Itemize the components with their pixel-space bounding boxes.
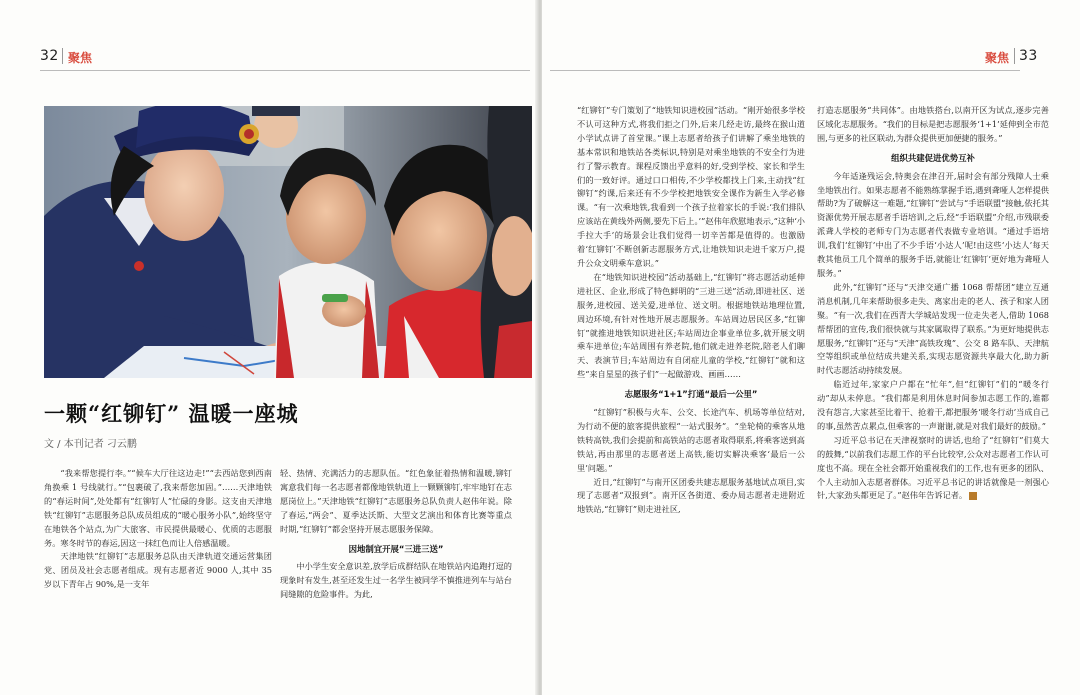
subheading: 因地制宜开展“三进三送” — [348, 543, 444, 554]
paragraph: 打造志愿服务“共同体”。由地铁搭台,以南开区为试点,逐步完善区域化志愿服务。“我们的目标是把志愿服务‘1+1’延伸到全市范围,与更多的社区联动,为群众提供更加便捷的服务。” — [817, 105, 1049, 143]
end-mark-icon — [969, 492, 977, 500]
right-page — [542, 0, 1080, 695]
paragraph: 今年适逢残运会,特奥会在津召开,届时会有部分残障人士乘坐地铁出行。如果志愿者不能熟练掌握手语,遇到聋哑人怎样提供帮助?为了破解这一难题,“红铆钉”尝试与“手语联盟”接触,依托其资源优势开展志愿者手语培训,之后,经“手语联盟”介绍,市残联委派聋人学校的老师专门为志愿者代表做专业培训。“通过手语培训,我们‘红铆钉’中出了不少手语‘小达人’呢!由这些‘小达人’每天教其他员工几个简单的服务手语,就能让‘红铆钉’更好地为聋哑人服务。” — [817, 170, 1049, 278]
paragraph: 临近过年,家家户户都在“忙年”,但“红铆钉”们的“暖冬行动”却从未停息。“我们都是利用休息时间参加志愿工作的,谁都没有怨言,大家甚至比着干、抢着干,都把服务‘暖冬行动’当成自己的事,虽然苦点累点,但乘客的一声谢谢,就是对我们最好的鼓励。” — [817, 379, 1049, 431]
paragraph: “红铆钉”积极与火车、公交、长途汽车、机场等单位结对,为行动不便的旅客提供旅程“一站式服务”。“坐轮椅的乘客从地铁转高铁,我们会提前和高铁站的志愿者取得联系,将乘客送到高铁站,再由那里的志愿者送上高铁,能切实解决乘客‘最后一公里’问题。” — [577, 407, 805, 473]
header-rule — [550, 70, 1020, 71]
paragraph-text: 习近平总书记在天津视察时的讲话,也给了“红铆钉”们莫大的鼓舞,“以前我们志愿工作的平台比较窄,公众对志愿者工作认可度也不高。现在全社会都开始重视我们的工作,也有更多的团队、个人主动加入志愿者群体。习近平总书记的讲话就像是一剂强心针,大家劲头都更足了。”赵伟年告诉记者。 — [817, 434, 1049, 501]
subheading: 志愿服务“1+1”打通“最后一公里” — [624, 389, 758, 400]
left-column-2 — [280, 467, 512, 685]
byline: 文 / 本刊记者 刁云鹏 — [44, 439, 137, 450]
photo-volunteer-teaching-children — [44, 106, 532, 378]
paragraph: 中小学生安全意识差,放学后成群结队在地铁站内追跑打逗的现象时有发生,甚至还发生过一名学生被同学不慎推进列车与站台间缝隙的危险事件。为此, — [280, 561, 512, 600]
folio-divider — [62, 48, 63, 64]
section-label: 聚焦 — [985, 51, 1010, 65]
paragraph: “红铆钉”专门策划了“地铁知识进校园”活动。“刚开始很多学校不认可这种方式,将我们拒之门外,后来几经走访,最终在猴山道小学试点讲了首堂课。”课上志愿者给孩子们讲解了乘坐地铁的基本常识和地铁站各类标识,特别是对乘坐地铁的不安全行为进行了警示教育。课程反馈出乎意料的好,受到学校、家长和学生们的一致好评。通过口口相传,不少学校都找上门来,主动找“红铆钉”约课,后来还有不少学校把地铁安全课作为新生入学必修课。“有一次乘地铁,我看到一个孩子拉着家长的手说:‘我们排队应该站在黄线外两侧,要先下后上。’”赵伟年欣慰地表示,“这种‘小手拉大手’的场景会让我们觉得一切辛苦都是值得的。也激励着‘红铆钉’不断创新志愿服务方式,让地铁知识走进千家万户,提升公众文明乘车意识。” — [577, 105, 805, 268]
subheading: 组织共建促进优势互补 — [891, 152, 975, 163]
paragraph — [817, 434, 1049, 504]
page-number: 33 — [1019, 48, 1038, 64]
article-headline: 一颗“红铆钉” 温暖一座城 — [44, 401, 299, 426]
paragraph: 在“地铁知识进校园”活动基础上,“红铆钉”将志愿活动延伸进社区、企业,形成了特色鲜明的“三进三送”活动,即进社区、送服务,进校园、送关爱,进单位、送文明。根据地铁站地理位置,周边环境,有针对性地开展志愿服务。车站周边居民区多,“红铆钉”就推进地铁知识进社区;车站周边企事业单位多,就开展文明乘车进单位;车站周围有养老院,他们就走进养老院,陪老人们聊天、表演节目;车站周边有自闭症儿童的学校,“红铆钉”就和这些“来自星星的孩子们”一起做游戏、画画…… — [577, 271, 805, 380]
left-page — [0, 0, 538, 695]
paragraph: “我来帮您提行李。”“候车大厅往这边走!”“去西站您到西南角换乘 1 号线就行。”“包裹破了,我来帮您加固。”……天津地铁的“春运时间”,处处都有“红铆钉人”忙碌的身影。这支由天津地铁“红铆钉”志愿服务总队成员组成的“暖心服务小队”,始终坚守在地铁各个站点,为广大旅客、市民提供最暖心、优质的志愿服务。寒冬时节的春运,因这一抹红色而让人倍感温暖。 — [44, 468, 272, 548]
right-column-1 — [577, 104, 805, 686]
paragraph: 轻、热情、充满活力的志愿队伍。“红色象征着热情和温暖,铆钉寓意我们每一名志愿者都像地铁轨道上一颗颗铆钉,牢牢地钉在志愿岗位上。”天津地铁“红铆钉”志愿服务总队负责人赵伟年说。除了春运,“两会”、夏季达沃斯、大型文艺演出和体育比赛等重点时期,“红铆钉”都会坚持开展志愿服务保障。 — [280, 468, 512, 534]
header-rule — [40, 70, 530, 71]
section-label: 聚焦 — [68, 51, 93, 65]
paragraph: 天津地铁“红铆钉”志愿服务总队由天津轨道交通运营集团党、团员及社会志愿者组成。现有志愿者近 9000 人,其中 35 岁以下青年占 90%,是一支年 — [44, 551, 272, 590]
folio-divider — [1014, 48, 1015, 64]
paragraph: 近日,“红铆钉”与南开区团委共建志愿服务基地试点项目,实现了志愿者“双报到”。南开区各街道、委办局志愿者走进附近地铁站,“红铆钉”则走进社区, — [577, 476, 805, 515]
right-column-2 — [817, 104, 1049, 686]
paragraph: 此外,“红铆钉”还与“天津交通广播 1068 帮帮团”建立互通消息机制,几年来帮助很多走失、离家出走的老人、孩子和家人团聚。“有一次,我们在西青大学城站发现一位走失老人,借助 1068 帮帮团的宣传,我们很快就与其家属取得了联系。”为更好地提供志愿服务,“红铆钉”还与“天津”高铁玫瑰”、公交 8 路车队、天津航空等组织或单位结成共建关系,实现志愿资源共享最大化,助力新时代志愿活动持续发展。 — [817, 281, 1049, 376]
page-number: 32 — [40, 48, 59, 64]
left-column-1 — [44, 467, 272, 685]
feature-photo — [44, 106, 532, 378]
